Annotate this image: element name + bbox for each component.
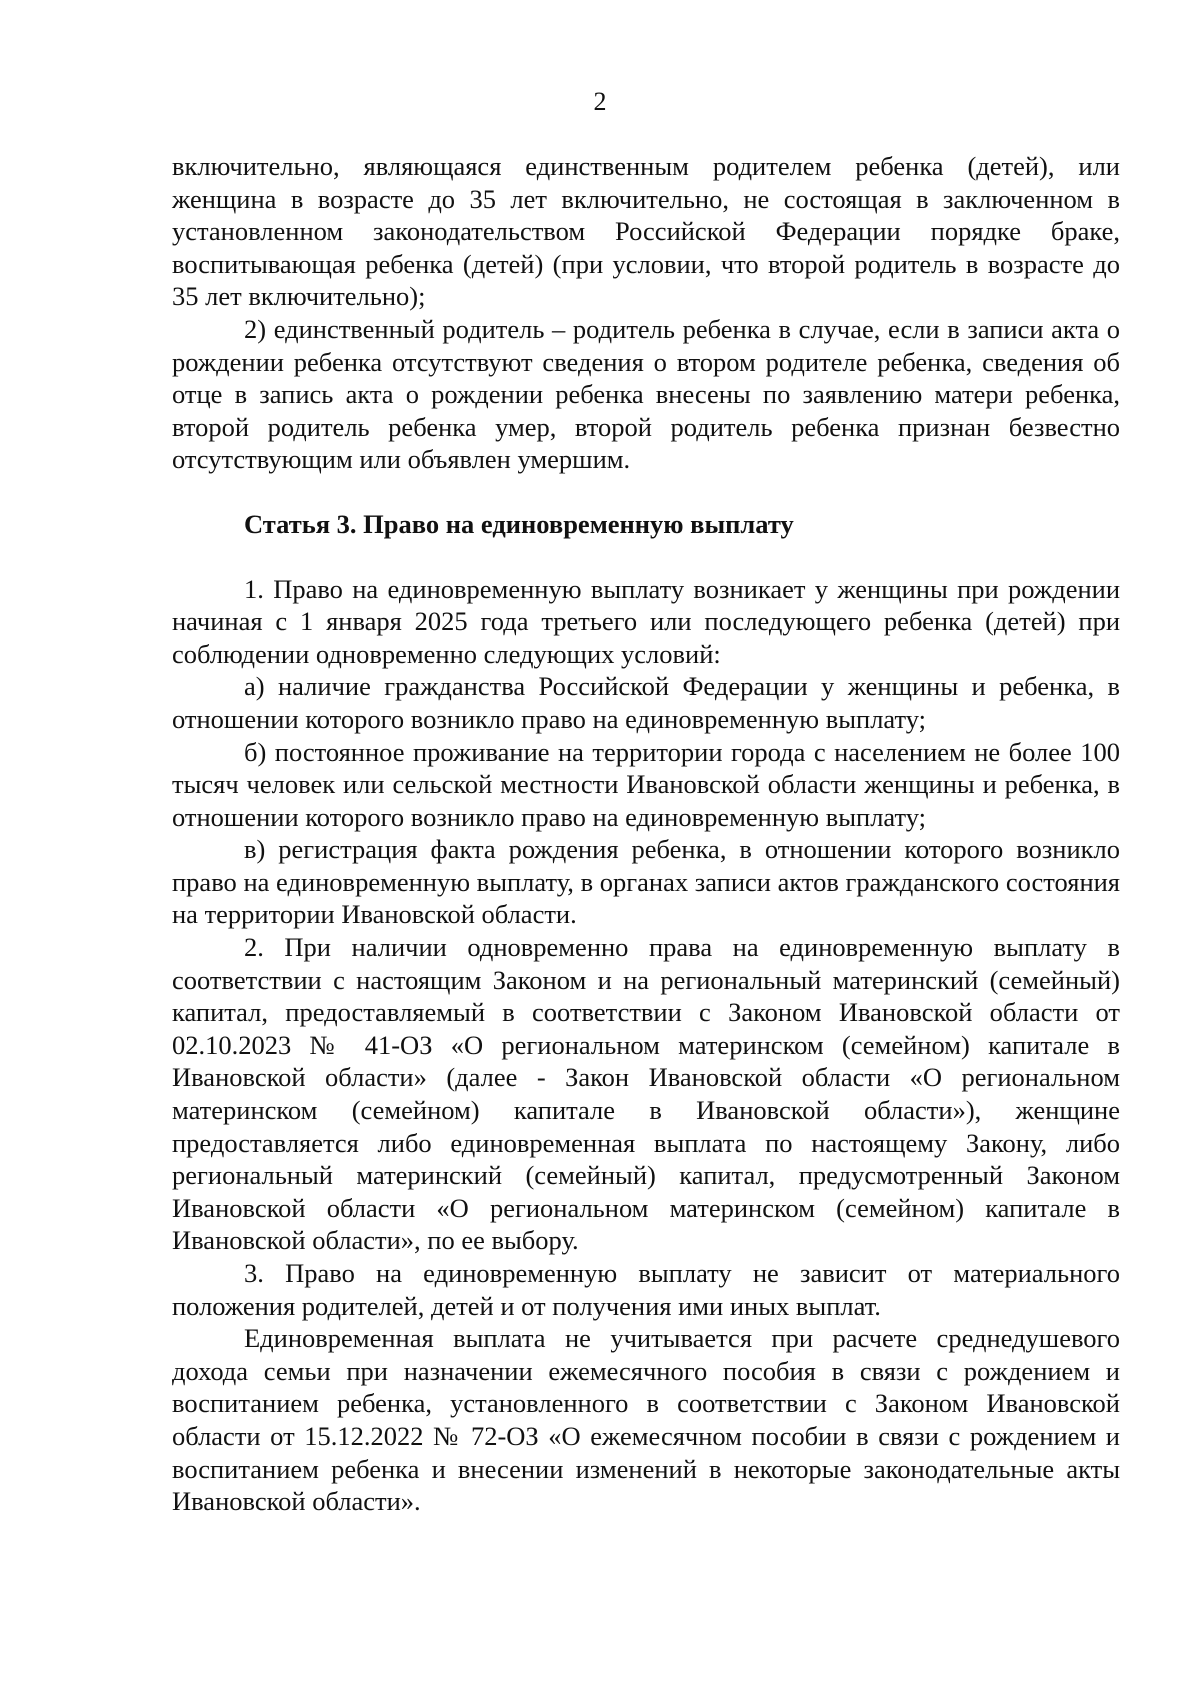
document-body bbox=[172, 150, 1120, 1518]
article-3-clause-1-b: б) постоянное проживание на территории города с населением не более 100 тысяч человек или сельской местности Ивановской области женщины и ребенка, в отношении которого возникло право на единовременную выплату; bbox=[172, 736, 1120, 832]
paragraph-single-parent-definition: 2) единственный родитель – родитель ребенка в случае, если в записи акта о рождении ребенка отсутствуют сведения о втором родителе ребенка, сведения об отце в запись акта о рождении ребенка внесены по заявлению матери ребенка, второй родитель ребенка умер, второй родитель ребенка признан безвестно отсутствующим или объявлен умершим. bbox=[172, 313, 1120, 475]
article-3-clause-3-note: Единовременная выплата не учитывается при расчете среднедушевого дохода семьи при назначении ежемесячного пособия в связи с рождением и воспитанием ребенка, установленного в соответствии с Законом Ивановской области от 15.12.2022 № 72-ОЗ «О ежемесячном пособии в связи с рождением и воспитанием ребенка и внесении изменений в некоторые законодательные акты Ивановской области». bbox=[172, 1323, 1120, 1517]
article-3-clause-1-a: а) наличие гражданства Российской Федерации у женщины и ребенка, в отношении которого возникло право на единовременную выплату; bbox=[172, 671, 1120, 734]
article-3-clause-1: 1. Право на единовременную выплату возникает у женщины при рождении начиная с 1 января 2025 года третьего или последующего ребенка (детей) при соблюдении одновременно следующих условий: bbox=[172, 573, 1120, 669]
article-3-clause-2: 2. При наличии одновременно права на единовременную выплату в соответствии с настоящим Законом и на региональный материнский (семейный) капитал, предоставляемый в соответствии с Законом Ивановской области от 02.10.2023 № 41-ОЗ «О региональном материнском (семейном) капитале в Ивановской области» (далее - Закон Ивановской области «О региональном материнском (семейном) капитале в Ивановской области»), женщине предоставляется либо единовременная выплата по настоящему Закону, либо региональный материнский (семейный) капитал, предусмотренный Законом Ивановской области «О региональном материнском (семейном) капитале в Ивановской области», по ее выбору. bbox=[172, 932, 1120, 1256]
article-3-clause-3: 3. Право на единовременную выплату не зависит от материального положения родителей, детей и от получения ими иных выплат. bbox=[172, 1258, 1120, 1321]
article-3-heading: Статья 3. Право на единовременную выплату bbox=[244, 508, 794, 539]
page-number: 2 bbox=[593, 87, 607, 116]
article-3-clause-1-v: в) регистрация факта рождения ребенка, в отношении которого возникло право на единовременную выплату, в органах записи актов гражданского состояния на территории Ивановской области. bbox=[172, 834, 1120, 930]
paragraph-continuation: включительно, являющаяся единственным родителем ребенка (детей), или женщина в возрасте до 35 лет включительно, не состоящая в заключенном в установленном законодательством Российской Федерации порядке браке, воспитывающая ребенка (детей) (при условии, что второй родитель в возрасте до 35 лет включительно); bbox=[172, 151, 1120, 312]
